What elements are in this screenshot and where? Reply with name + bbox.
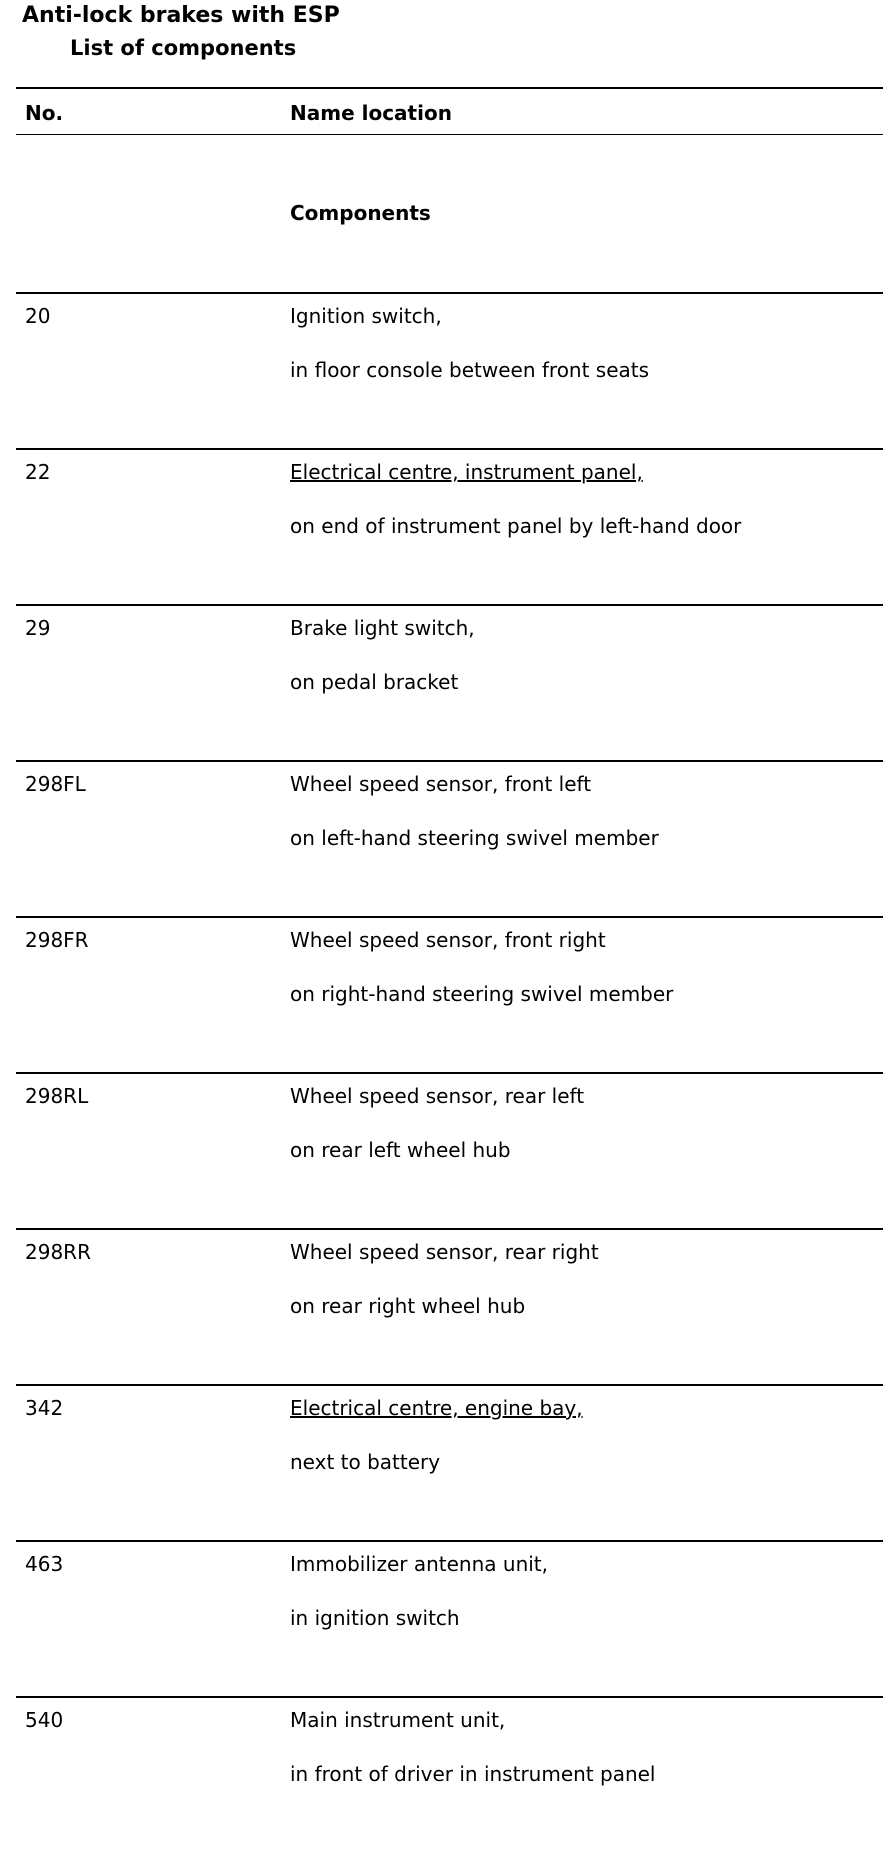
table-row [16,916,883,1072]
table-row [16,760,883,916]
component-name-link[interactable]: Electrical centre, engine bay, [290,1396,583,1420]
table-row [16,292,883,448]
component-location: on left-hand steering swivel member [290,826,659,850]
component-name: Wheel speed sensor, front right [290,928,606,952]
table-row [16,1384,883,1540]
component-number: 29 [25,616,51,640]
component-location: on pedal bracket [290,670,459,694]
component-number: 298RR [25,1240,91,1264]
component-name: Ignition switch, [290,304,442,328]
component-location: on rear left wheel hub [290,1138,511,1162]
component-number: 20 [25,304,51,328]
component-location: on right-hand steering swivel member [290,982,674,1006]
component-number: 298RL [25,1084,89,1108]
table-header [16,87,883,135]
component-name: Main instrument unit, [290,1708,506,1732]
table-row [16,1540,883,1696]
component-name: Immobilizer antenna unit, [290,1552,548,1576]
component-location: in ignition switch [290,1606,460,1630]
component-number: 298FL [25,772,86,796]
component-location: on end of instrument panel by left-hand door [290,514,742,538]
document-title: Anti-lock brakes with ESP [22,3,340,28]
component-location: in front of driver in instrument panel [290,1762,656,1786]
component-name: Wheel speed sensor, rear left [290,1084,585,1108]
components-table [16,87,883,1852]
component-name: Brake light switch, [290,616,475,640]
table-row [16,1228,883,1384]
component-location: on rear right wheel hub [290,1294,526,1318]
table-row [16,604,883,760]
component-name: Wheel speed sensor, rear right [290,1240,599,1264]
component-number: 22 [25,460,51,484]
component-name: Wheel speed sensor, front left [290,772,592,796]
component-number: 298FR [25,928,89,952]
component-number: 540 [25,1708,64,1732]
table-row [16,1072,883,1228]
header-no: No. [25,101,64,125]
document-subtitle: List of components [70,36,297,60]
table-row [16,1696,883,1852]
component-location: next to battery [290,1450,441,1474]
component-number: 463 [25,1552,64,1576]
section-row [16,135,883,292]
header-name-location: Name location [290,101,452,125]
component-location: in floor console between front seats [290,358,650,382]
section-label: Components [290,201,431,225]
component-number: 342 [25,1396,64,1420]
table-row [16,448,883,604]
component-name-link[interactable]: Electrical centre, instrument panel, [290,460,643,484]
